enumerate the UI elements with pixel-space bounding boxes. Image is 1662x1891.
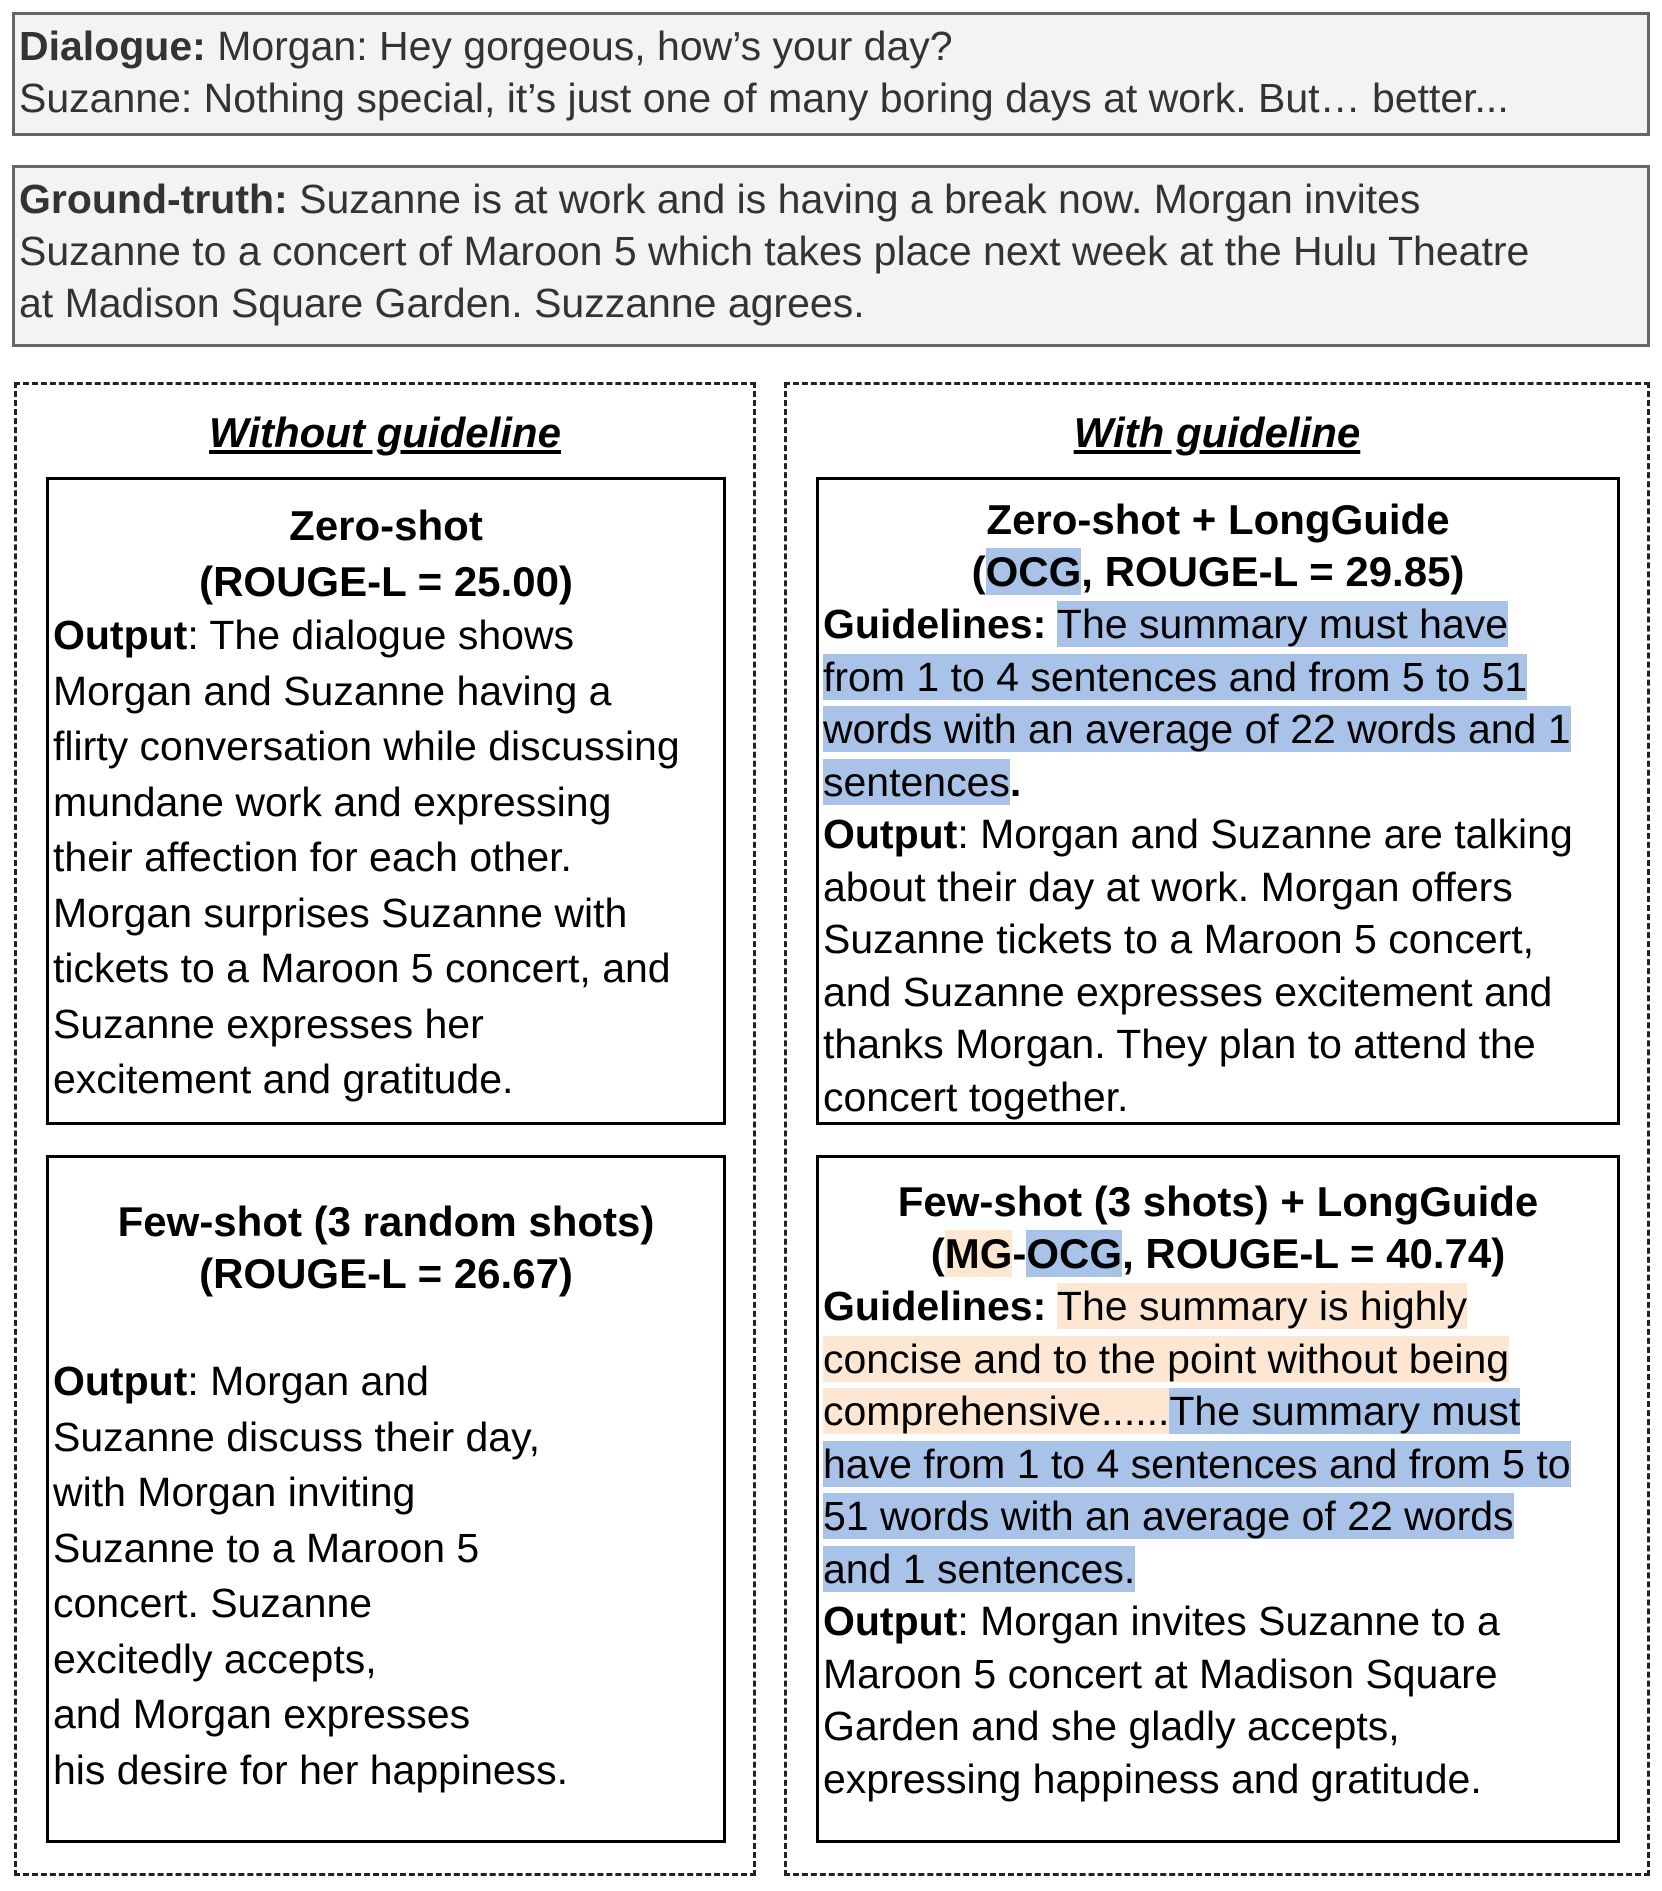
longguide-few-shot-score: (MG-OCG, ROUGE-L = 40.74) [930,1230,1506,1277]
ocg-tag: OCG [1026,1230,1123,1277]
zero-shot-score: (ROUGE-L = 25.00) [199,558,573,605]
longguide-zero-shot-title: Zero-shot + LongGuide [986,496,1450,543]
few-shot-title: Few-shot (3 random shots) [117,1198,655,1245]
ocg-guideline: The summary must [1169,1388,1521,1434]
ground-truth-box [12,165,1650,347]
ground-truth-line-3: at Madison Square Garden. Suzzanne agrees. [19,280,865,326]
without-guideline-title: Without guideline [209,409,561,456]
mg-guideline: The summary is highly [1056,1283,1468,1329]
guidelines-label: Guidelines: [823,1283,1047,1329]
ocg-tag: OCG [985,548,1082,595]
output-label: Output [53,612,188,658]
few-shot-score: (ROUGE-L = 26.67) [199,1250,573,1297]
ground-truth-line-1: Ground-truth: Suzanne is at work and is having a break now. Morgan invites [19,176,1421,222]
few-shot-output: Output: Morgan and Suzanne discuss their day, with Morgan inviting Suzanne to a Maroon 5 concert. Suzanne excitedly accepts, and Morgan expresses his desire for her happiness. [53,1358,569,1793]
zero-shot-card [46,477,726,1125]
output-label: Output [823,1598,958,1644]
dialogue-box [12,12,1650,136]
without-guideline-section [14,382,756,1876]
output-label: Output [53,1358,188,1404]
dialogue-line-1: Dialogue: Morgan: Hey gorgeous, how’s your day? [19,23,953,69]
ocg-guideline: The summary must have [1056,601,1509,647]
longguide-few-shot-card [816,1155,1620,1843]
longguide-zero-shot-score: (OCG, ROUGE-L = 29.85) [971,548,1465,595]
longguide-few-shot-title: Few-shot (3 shots) + LongGuide [897,1178,1539,1225]
dialogue-line-2: Suzanne: Nothing special, it’s just one of many boring days at work. But… better... [19,75,1509,121]
output-label: Output [823,811,958,857]
ground-truth-line-2: Suzanne to a concert of Maroon 5 which takes place next week at the Hulu Theatre [19,228,1530,274]
longguide-zero-shot-body: Guidelines: The summary must have from 1 to 4 sentences and from 5 to 51 words with an average of 22 words and 1 sentences. Output: Morgan and Suzanne are talking about their day at work. Morgan offers Suzanne tickets to a Maroon 5 concert, and Suzanne expresses excitement and thanks Morgan. They plan to attend the concert together. [823,601,1573,1120]
guidelines-label: Guidelines: [823,601,1047,647]
few-shot-card [46,1155,726,1843]
longguide-few-shot-body: Guidelines: The summary is highly concise and to the point without being comprehensive......The summary must have from 1 to 4 sentences and from 5 to 51 words with an average of 22 words and 1 sentences. Output: Morgan invites Suzanne to a Maroon 5 concert at Madison Square Garden and she gladly accepts, expressing happiness and gratitude. [823,1283,1571,1802]
with-guideline-section [784,382,1650,1876]
zero-shot-output: Output: The dialogue shows Morgan and Suzanne having a flirty conversation while discussing mundane work and expressing their affection for each other. Morgan surprises Suzanne with tickets to a Maroon 5 concert, and Suzanne expresses her excitement and gratitude. [53,612,680,1102]
ground-truth-label: Ground-truth: [19,176,288,222]
dialogue-label: Dialogue: [19,23,206,69]
longguide-zero-shot-card [816,477,1620,1125]
zero-shot-title: Zero-shot [289,502,483,549]
mg-tag: MG [944,1230,1013,1277]
with-guideline-title: With guideline [1073,409,1361,456]
